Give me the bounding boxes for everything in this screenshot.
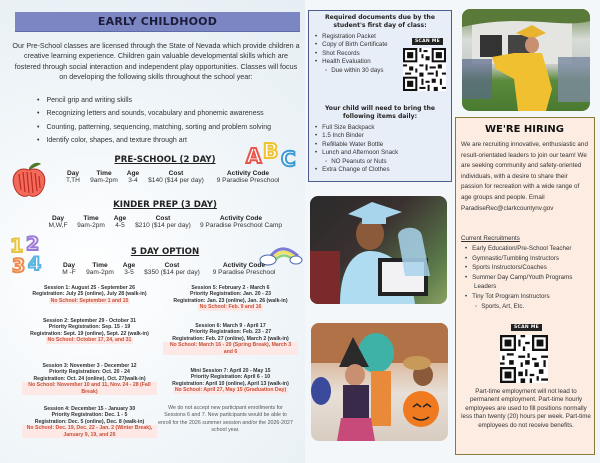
col-time: Time	[92, 262, 108, 269]
col-cost: Cost	[164, 262, 180, 269]
recruitment-item: • Summer Day Camp/Youth Programs Leaders	[465, 273, 591, 292]
program-table-preschool	[60, 170, 288, 184]
col-age: Age	[126, 170, 140, 177]
no-school-note: No School: Dec. 19, Dec. 22 - Jan. 2 (Winter Break), January 9, 19, and 26	[22, 425, 157, 438]
cell-cost: $350 ($14 per day)	[144, 269, 200, 276]
col-code: Activity Code	[219, 215, 263, 222]
skill-item: • Identify color, shapes, and texture through art	[35, 134, 285, 147]
no-school-note: No School: Feb. 9 and 16	[199, 304, 262, 311]
document-item: • Copy of Birth Certificate	[315, 41, 403, 49]
required-documents-box	[308, 10, 452, 182]
svg-text:A: A	[246, 144, 262, 168]
hiring-qr-code[interactable]	[500, 335, 548, 383]
section-title: EARLY CHILDHOOD	[97, 15, 218, 28]
session-6: Session 6: March 9 - April 17 Priority Registration: Feb. 23 - 27 Registration: Feb. 27 (online), March 2 (walk-in) No School: March 16 - 20 (Spring Break), March 3 and 6	[163, 323, 298, 355]
skill-item: • Pencil grip and writing skills	[35, 94, 285, 107]
early-childhood-header	[15, 12, 300, 32]
document-item: • Shot Records	[315, 50, 403, 58]
daily-sub-item: ◦ NO Peanuts or Nuts	[315, 158, 447, 166]
no-school-note: No School: September 1 and 15	[50, 297, 129, 304]
program-table-5-day	[56, 262, 284, 276]
photo-halloween-kids	[311, 323, 448, 441]
svg-text:B: B	[263, 139, 279, 163]
hiring-title: WE'RE HIRING	[484, 124, 565, 135]
document-item: • Health Evaluation	[315, 58, 403, 66]
skill-item: • Recognizing letters and sounds, vocabulary and phonemic awareness	[35, 107, 285, 120]
svg-text:2: 2	[26, 233, 40, 255]
session-3: Session 3: November 3 - December 12 Priority Registration: Oct. 20 - 24 Registration: Oct. 24 (online), Oct. 27(walk-in) No School: November 10 and 11, Nov. 24 - 28 (Fall Break)	[22, 363, 157, 395]
cell-age: 4-5	[115, 222, 125, 229]
cell-age: 3-5	[124, 269, 134, 276]
session-7: Mini Session 7: April 20 - May 15 Priority Registration: April 6 - 10 Registration: April 10 (online), April 13 (walk-in) No School: April 27, May 15 (Graduation Day)	[172, 368, 289, 394]
no-school-note: No School: March 16 - 20 (Spring Break), March 3 and 6	[163, 342, 298, 355]
cell-cost: $210 ($14 per day)	[135, 222, 191, 229]
col-day: Day	[66, 170, 80, 177]
daily-item: • 1.5 Inch Binder	[315, 132, 447, 140]
col-cost: Cost	[155, 215, 171, 222]
daily-item: • Lunch and Afternoon Snack	[315, 149, 447, 157]
cell-code: 9 Paradise Preschool Camp	[199, 222, 283, 229]
recruitment-item: • Gymnastic/Tumbling Instructors	[465, 254, 591, 264]
skill-item: • Counting, patterning, sequencing, matching, sorting and problem solving	[35, 121, 285, 134]
svg-text:4: 4	[28, 253, 42, 275]
session-1: Session 1: August 25 - September 26 Registration: July 25 (online), July 28 (walk-in) No School: September 1 and 15	[32, 285, 147, 304]
recruitment-sub-item: ◦ Sports, Art, Etc.	[465, 302, 591, 312]
cell-time: 9am-2pm	[90, 177, 118, 184]
recruitment-item: • Sports Instructors/Coaches	[465, 263, 591, 273]
cell-time: 9am-2pm	[77, 222, 105, 229]
col-time: Time	[83, 215, 99, 222]
col-cost: Cost	[168, 170, 184, 177]
recruitments-list	[465, 244, 591, 311]
current-recruitments-heading: Current Recruitments	[461, 235, 520, 242]
numbers-1234-icon	[8, 230, 48, 275]
svg-text:1: 1	[10, 235, 24, 257]
cell-day: T,TH	[66, 177, 80, 184]
recruitment-item: • Early Education/Pre-School Teacher	[465, 244, 591, 254]
recruitment-item: • Tiny Tot Program Instructors	[465, 292, 591, 302]
scan-me-badge: SCAN ME	[511, 324, 542, 331]
col-age: Age	[122, 262, 136, 269]
document-sub-item: ◦ Due within 30 days	[315, 67, 403, 75]
documents-list	[315, 33, 403, 75]
program-title-kinder-prep: KINDER PREP (3 DAY)	[113, 200, 217, 210]
session-2: Session 2: September 29 - October 31 Priority Registration: Sep. 15 - 19 Registration: Sept. 19 (online), Sept. 22 (walk-in) No School: October 17, 24, and 31	[30, 318, 149, 344]
no-school-note: No School: April 27, May 15 (Graduation Day)	[174, 387, 287, 394]
cell-day: M,W,F	[48, 222, 68, 229]
graduate-illustration	[462, 9, 590, 111]
col-code: Activity Code	[226, 170, 270, 177]
daily-item: • Refillable Water Bottle	[315, 141, 447, 149]
program-title-5-day: 5 DAY OPTION	[130, 247, 200, 257]
documents-qr-code[interactable]	[403, 48, 446, 91]
abc-letters-icon	[245, 138, 300, 168]
col-time: Time	[96, 170, 112, 177]
daily-items-list	[315, 124, 447, 174]
col-day: Day	[51, 215, 65, 222]
photo-graduate-gold-gown	[462, 9, 590, 111]
program-title-preschool: PRE-SCHOOL (2 DAY)	[114, 155, 216, 165]
cell-time: 9am-2pm	[86, 269, 114, 276]
col-code: Activity Code	[222, 262, 266, 269]
cell-code: 9 Paradise Preschool	[216, 177, 280, 184]
svg-text:3: 3	[12, 255, 26, 275]
enrollment-disclaimer: We do not accept new participant enrollments for Sessions 6 and 7. New participants would be able to enroll for the 2026 summer session and/or the 2026-2027 school year.	[158, 405, 293, 434]
col-day: Day	[62, 262, 76, 269]
cell-day: M -F	[62, 269, 76, 276]
hiring-description: We are recruiting innovative, enthusiastic and result-orientated leaders to join our team! We are seeking community and safety-oriented individuals, with a desire to share their passion for recreation with a wide range of age groups and people. Email ParadiseRec@clarkcountynv.gov	[461, 141, 588, 212]
cell-age: 3-4	[128, 177, 138, 184]
documents-title: Required documents due by the student's first day of class:	[324, 14, 435, 29]
no-school-note: No School: October 17, 24, and 31	[47, 337, 132, 344]
no-school-note: No School: November 10 and 11, Nov. 24 - 28 (Fall Break)	[22, 382, 157, 395]
daily-item: • Extra Change of Clothes	[315, 166, 447, 174]
graduate-illustration	[310, 196, 447, 304]
svg-text:C: C	[281, 147, 296, 168]
part-time-disclaimer: Part-time employment will not lead to permanent employment. Part-time hourly employees are used to fill positions normally less than twenty (20) hours per week. Part-time employees do not receive benefits.	[461, 388, 591, 429]
program-table-kinder-prep	[44, 215, 286, 229]
document-item: • Registration Packet	[315, 33, 403, 41]
session-5: Session 5: February 2 - March 6 Priority Registration: Jan. 20 - 23 Registration: Jan. 23 (online), Jan. 26 (walk-in) No School: Feb. 9 and 16	[173, 285, 288, 311]
photo-graduate-blue-gown	[310, 196, 447, 304]
session-4: Session 4: December 15 - January 30 Priority Registration: Dec. 1 - 5 Registration: Dec. 5 (online), Dec. 8 (walk-in) No School: Dec. 19, Dec. 22 - Jan. 2 (Winter Break), January 9, 19, and 26	[22, 406, 157, 438]
daily-item: • Full Size Backpack	[315, 124, 447, 132]
apple-icon	[11, 160, 47, 200]
col-age: Age	[113, 215, 127, 222]
scan-me-badge: SCAN ME	[412, 38, 443, 45]
intro-paragraph: Our Pre-School classes are licensed through the State of Nevada which provide children a creative learning experience. Children gain valuable developmental skills which are fostered through social interaction and independent play opportunities. Classes will focus on developing the following skills throughout the school year:	[12, 41, 300, 81]
halloween-illustration	[311, 323, 448, 441]
cell-cost: $140 ($14 per day)	[148, 177, 204, 184]
hiring-box	[455, 117, 595, 455]
cell-code: 9 Paradise Preschool	[212, 269, 276, 276]
daily-items-title: Your child will need to bring the following items daily:	[324, 105, 436, 120]
